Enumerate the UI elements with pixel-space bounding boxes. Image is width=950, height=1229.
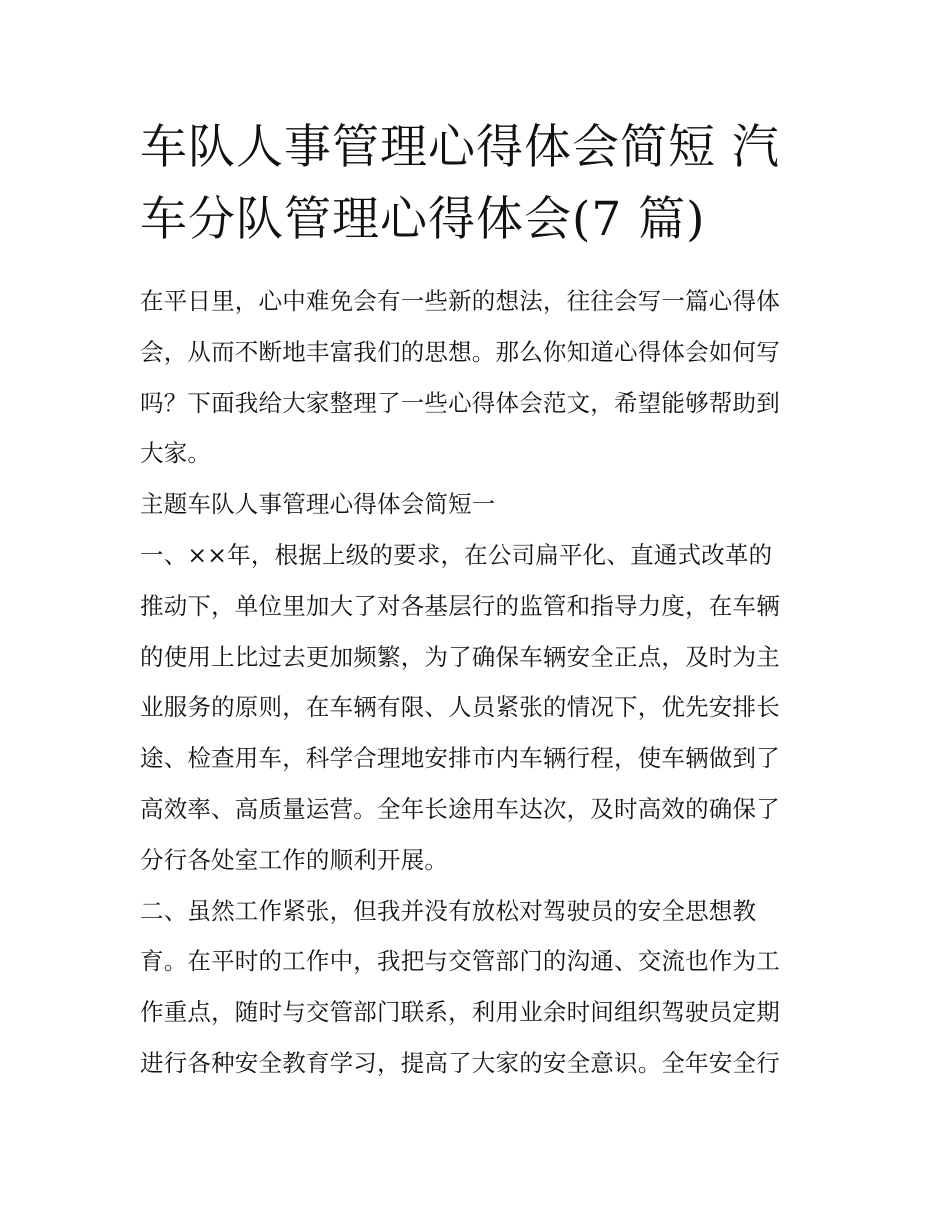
body-line: 大家。 <box>140 439 212 468</box>
body-line: 推动下，单位里加大了对各基层行的监管和指导力度，在车辆 <box>140 591 780 620</box>
document-title <box>140 112 820 256</box>
document-body <box>140 276 820 1089</box>
body-line: 的使用上比过去更加频繁，为了确保车辆安全正点，及时为主 <box>140 642 780 671</box>
body-line: 途、检查用车，科学合理地安排市内车辆行程，使车辆做到了 <box>140 744 780 773</box>
body-line: 分行各处室工作的顺利开展。 <box>140 845 449 874</box>
body-line: 在平日里，心中难免会有一些新的想法，往往会写一篇心得体 <box>140 287 780 315</box>
body-line: 业服务的原则，在车辆有限、人员紧张的情况下，优先安排长 <box>140 693 780 722</box>
body-line: 高效率、高质量运营。全年长途用车达次，及时高效的确保了 <box>140 794 780 823</box>
title-line-2: 车分队管理心得体会(7 篇) <box>140 192 706 247</box>
body-line: 进行各种安全教育学习，提高了大家的安全意识。全年安全行 <box>140 1048 780 1077</box>
body-line: 会，从而不断地丰富我们的思想。那么你知道心得体会如何写 <box>140 337 780 366</box>
title-line-1: 车队人事管理心得体会简短 汽 <box>140 120 780 175</box>
body-line: 二、虽然工作紧张，但我并没有放松对驾驶员的安全思想教 <box>140 896 757 925</box>
body-line: 育。在平时的工作中，我把与交管部门的沟通、交流也作为工 <box>140 947 780 976</box>
body-line: 作重点，随时与交管部门联系，利用业余时间组织驾驶员定期 <box>140 998 780 1027</box>
body-line: 吗？下面我给大家整理了一些心得体会范文，希望能够帮助到 <box>140 388 780 417</box>
section-heading: 主题车队人事管理心得体会简短一 <box>140 490 496 519</box>
body-line: 一、××年，根据上级的要求，在公司扁平化、直通式改革的 <box>140 540 773 569</box>
